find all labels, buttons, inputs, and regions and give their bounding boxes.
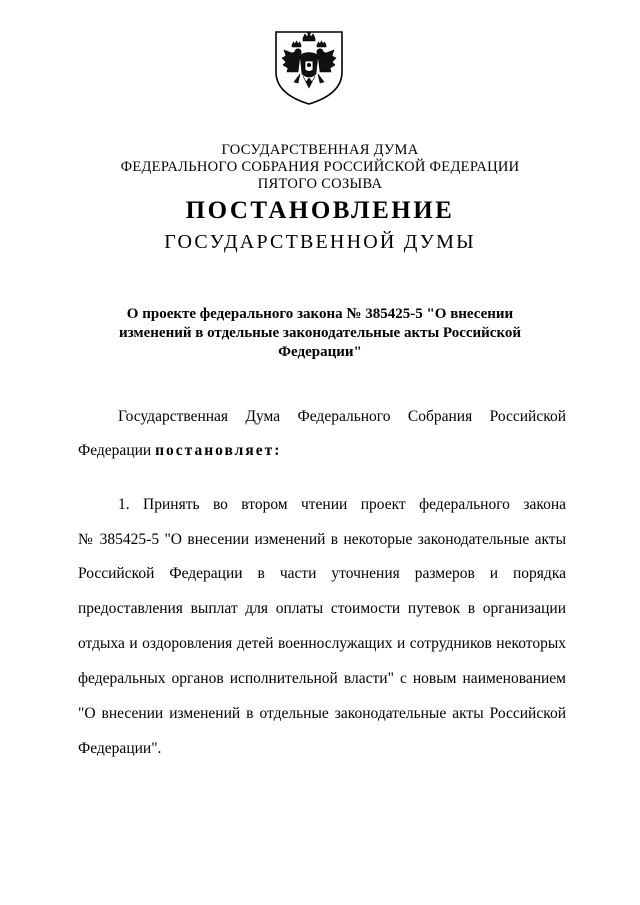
item1-line-2: № 385425-5 "О внесении изменений в некоторые законодательные акты — [78, 531, 566, 548]
issuer-header — [0, 142, 640, 193]
document-subtitle: ГОСУДАРСТВЕННОЙ ДУМЫ — [164, 231, 476, 253]
preamble-line-2 — [78, 441, 566, 461]
header-line-duma: ГОСУДАРСТВЕННАЯ ДУМА — [221, 142, 419, 158]
preamble-text: Федерации — [78, 442, 156, 459]
resolution-caption — [0, 305, 640, 362]
state-emblem-icon — [270, 28, 348, 106]
item1-line-6: федеральных органов исполнительной власти" с новым наименованием — [78, 670, 566, 687]
item1-line-4: предоставления выплат для оплаты стоимости путевок в организации — [78, 600, 566, 617]
item1-line-8: Федерации". — [78, 740, 162, 757]
header-line-assembly: ФЕДЕРАЛЬНОГО СОБРАНИЯ РОССИЙСКОЙ ФЕДЕРАЦИИ — [120, 159, 520, 175]
preamble-decree-word: постановляет: — [155, 442, 282, 459]
item1-line-1: 1. Принять во втором чтении проект федерального закона — [118, 496, 566, 513]
caption-line-2: изменений в отдельные законодательные акты Российской — [118, 325, 522, 341]
caption-line-1: О проекте федерального закона № 385425-5 "О внесении — [126, 306, 514, 322]
document-title: ПОСТАНОВЛЕНИЕ — [185, 197, 455, 224]
header-line-convocation: ПЯТОГО СОЗЫВА — [257, 176, 383, 192]
item1-line-3: Российской Федерации в части уточнения размеров и порядка — [78, 565, 566, 582]
item1-line-5: отдыха и оздоровления детей военнослужащих и сотрудников некоторых — [78, 635, 566, 652]
preamble-line-1: Государственная Дума Федерального Собрания Российской — [118, 408, 566, 425]
caption-line-3: Федерации" — [278, 344, 362, 360]
item1-line-7: "О внесении изменений в отдельные законодательные акты Российской — [78, 705, 566, 722]
